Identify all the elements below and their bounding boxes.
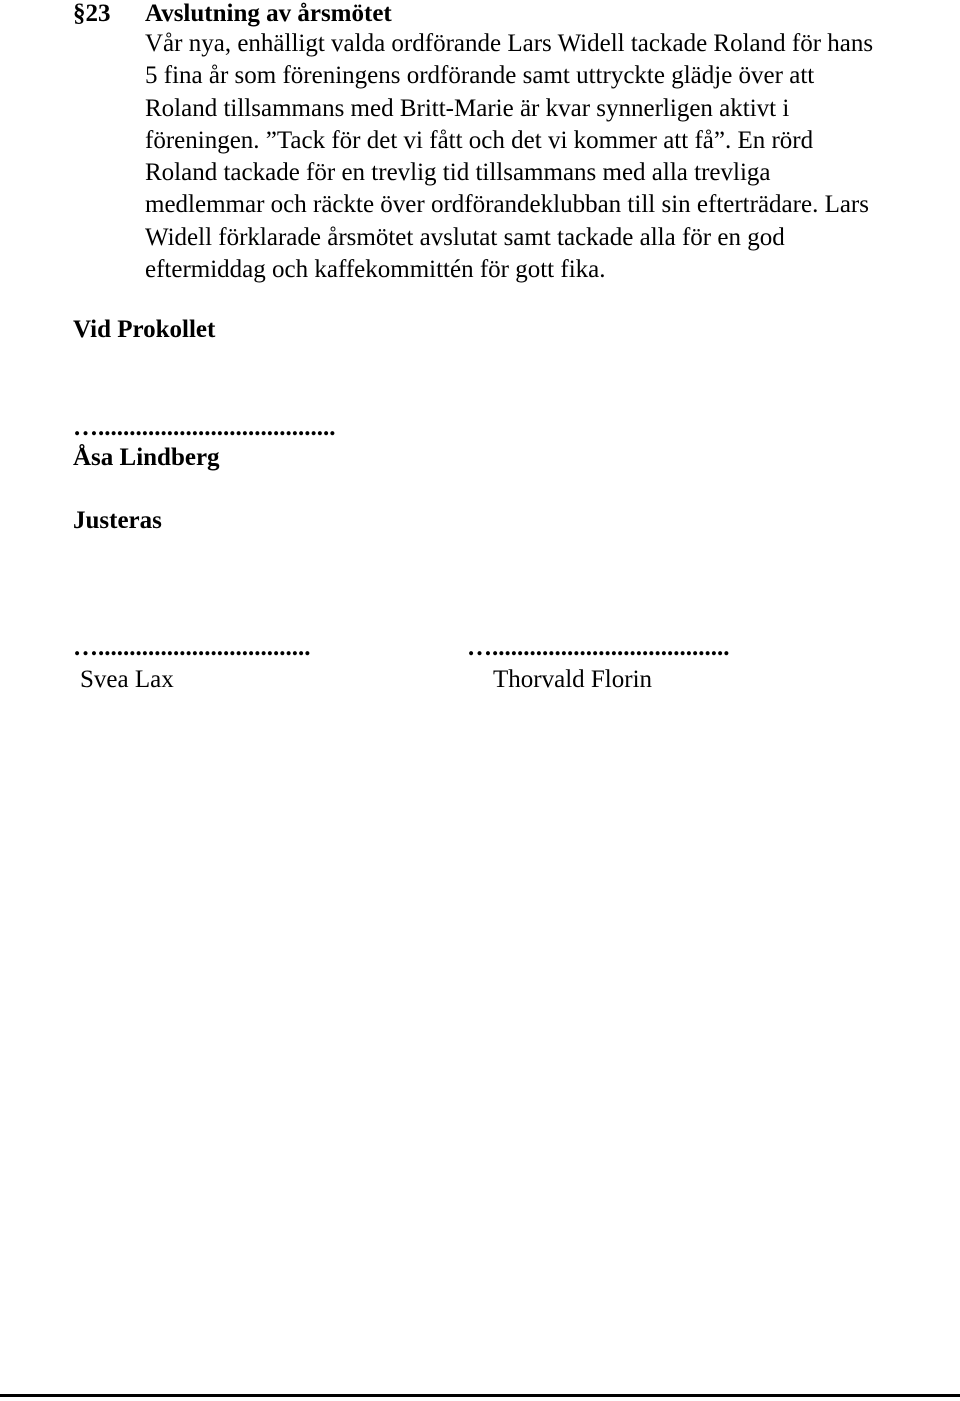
adjustment-label: Justeras [73,507,162,534]
body-line: 5 fina år som föreningens ordförande samt uttryckte glädje över att [145,62,815,90]
secretary-signature-line: …...................................... [73,414,336,441]
page-bottom-rule [0,1394,960,1397]
body-line: Widell förklarade årsmötet avslutat samt tackade alla för en god [145,223,785,251]
body-line: föreningen. ”Tack för det vi fått och det vi kommer att få”. En rörd [145,126,814,154]
body-line: Roland tillsammans med Britt-Marie är kvar synnerligen aktivt i [145,94,790,122]
minutes-label: Vid Prokollet [73,316,216,343]
signer1-name: Svea Lax [80,666,174,693]
body-line: Vår nya, enhälligt valda ordförande Lars Widell tackade Roland för hans [145,30,874,57]
secretary-name: Åsa Lindberg [73,444,220,471]
signer2-signature-line: …...................................... [467,634,730,661]
section-body [145,28,935,286]
signer2-name: Thorvald Florin [493,666,653,693]
section-title: Avslutning av årsmötet [145,0,392,27]
signer1-signature-line: ….................................. [73,634,311,661]
body-line: eftermiddag och kaffekommittén för gott fika. [145,256,606,284]
body-line: Roland tackade för en trevlig tid tillsammans med alla trevliga [145,159,771,187]
section-number: §23 [73,0,111,27]
body-line: medlemmar och räckte över ordförandeklubban till sin efterträdare. Lars [145,191,869,219]
